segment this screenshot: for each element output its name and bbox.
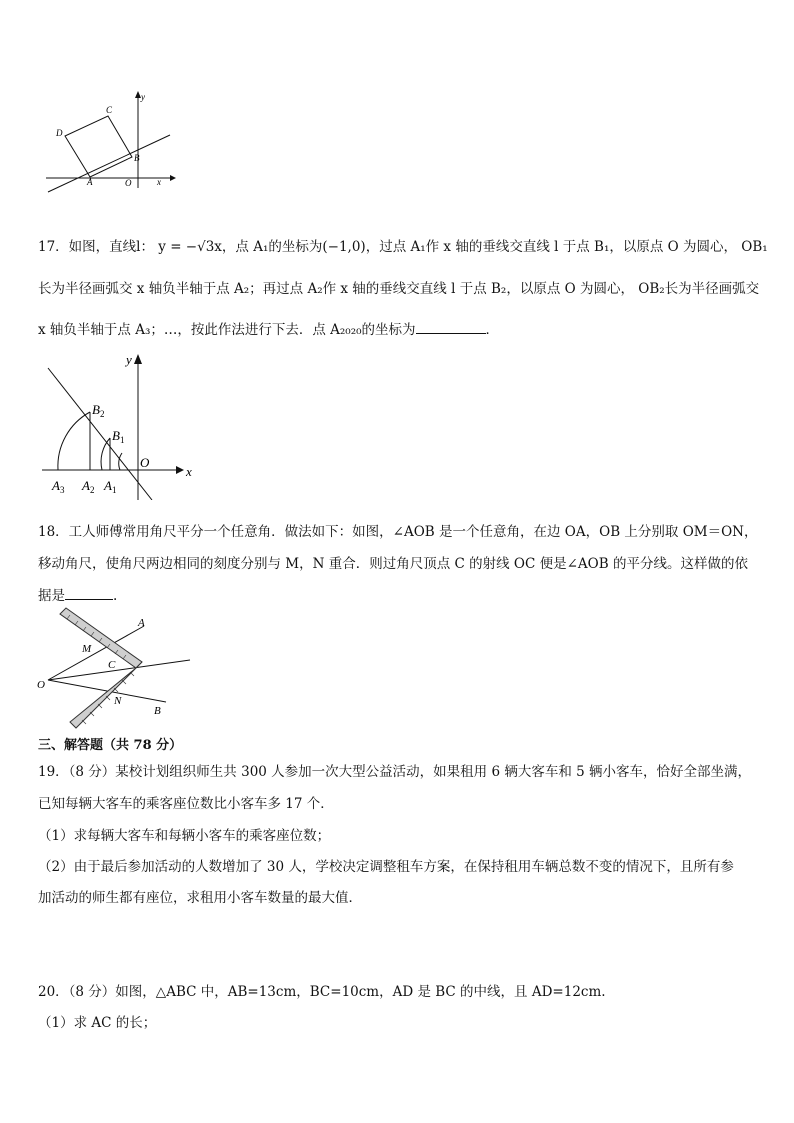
q18-line-3-text: 据是 xyxy=(38,588,65,604)
label-M: M xyxy=(82,643,92,655)
label-y: y xyxy=(126,352,132,367)
label-O: O xyxy=(37,679,45,691)
q18-line-3-end: . xyxy=(113,588,118,604)
label-A3: $A_3$ xyxy=(52,478,65,495)
label-A1: $A_1$ xyxy=(104,478,117,495)
label-x: x xyxy=(157,177,161,187)
label-A: A xyxy=(138,617,145,629)
q18-line-2: 移动角尺，使角尺两边相同的刻度分别与 M，N 重合．则过角尺顶点 C 的射线 OC 便是∠AOB 的平分线。这样做的依 xyxy=(38,556,748,572)
label-B: B xyxy=(154,705,161,717)
label-O: O xyxy=(125,178,132,188)
q19-part-2b: 加活动的师生都有座位，求租用小客车数量的最大值． xyxy=(38,890,362,906)
q17-line-1: 17．如图，直线l： y = −√3x，点 A₁的坐标为(−1,0)，过点 A₁作 x 轴的垂线交直线 l 于点 B₁，以原点 O 为圆心， OB₁ xyxy=(38,239,768,255)
q17-line-3-text: x 轴负半轴于点 A₃；…，按此作法进行下去．点 A₂₀₂₀的坐标为 xyxy=(38,322,416,338)
q20-line-1: 20．（8 分）如图，△ABC 中，AB=13cm，BC=10cm，AD 是 BC 的中线，且 AD=12cm. xyxy=(38,984,606,1000)
figure-q17 xyxy=(38,350,198,500)
label-B: B xyxy=(134,153,140,163)
label-B1: $B_1$ xyxy=(112,428,125,445)
q19-line-1: 19．（8 分）某校计划组织师生共 300 人参加一次大型公益活动，如果租用 6 辆大客车和 5 辆小客车，恰好全部坐满， xyxy=(38,764,752,780)
label-B2: $B_2$ xyxy=(92,402,105,419)
q17-line-3-end: ． xyxy=(485,322,500,338)
q19-part-1: （1）求每辆大客车和每辆小客车的乘客座位数； xyxy=(38,828,331,844)
label-y: y xyxy=(141,92,145,102)
label-A2: $A_2$ xyxy=(82,478,95,495)
label-O: O xyxy=(140,455,150,470)
q18-line-1: 18．工人师傅常用角尺平分一个任意角．做法如下：如图，∠AOB 是一个任意角，在边 OA，OB 上分别取 OM＝ON， xyxy=(38,524,758,540)
answer-blank-q18[interactable] xyxy=(65,587,113,600)
q17-line-3 xyxy=(38,318,499,338)
label-x: x xyxy=(186,464,192,479)
figure-q18 xyxy=(34,606,204,732)
figure-q16 xyxy=(40,88,180,198)
q19-part-2a: （2）由于最后参加活动的人数增加了 30 人，学校决定调整租车方案，在保持租用车辆总数不变的情况下，且所有参 xyxy=(38,859,734,875)
label-C: C xyxy=(106,105,113,115)
label-A: A xyxy=(87,177,93,187)
label-D: D xyxy=(56,128,63,138)
label-C: C xyxy=(108,659,116,671)
label-N: N xyxy=(114,695,122,707)
q19-line-2: 已知每辆大客车的乘客座位数比小客车多 17 个． xyxy=(38,796,334,812)
q18-line-3 xyxy=(38,584,117,604)
answer-blank-q17[interactable] xyxy=(416,321,486,334)
q20-part-1: （1）求 AC 的长； xyxy=(38,1015,157,1031)
q17-line-2: 长为半径画弧交 x 轴负半轴于点 A₂；再过点 A₂作 x 轴的垂线交直线 l 于点 B₂，以原点 O 为圆心， OB₂长为半径画弧交 xyxy=(38,281,760,297)
section-3-heading: 三、解答题（共 78 分） xyxy=(38,738,183,753)
